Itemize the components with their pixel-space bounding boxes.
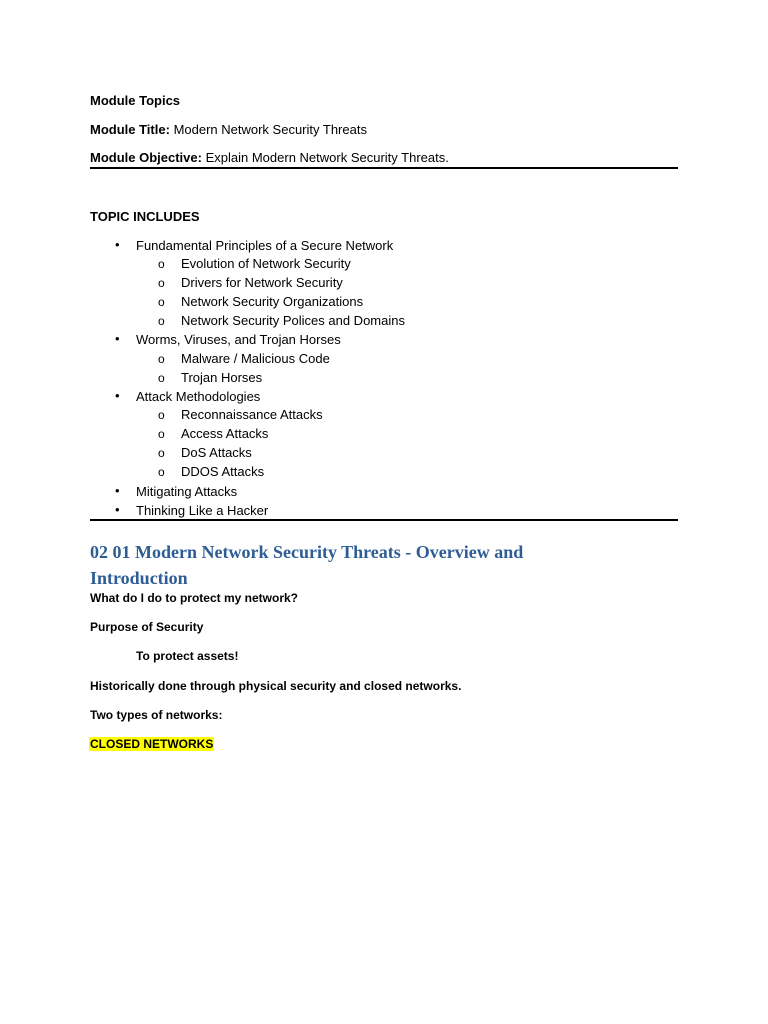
horizontal-rule-top [90,167,678,169]
bullet-icon: • [115,483,120,498]
topic-subitem: DDOS Attacks [181,464,265,479]
sub-bullet-icon: o [158,257,165,271]
topic-subitem: Network Security Organizations [181,294,364,309]
module-title-label: Module Title: [90,122,170,137]
module-objective-line [90,150,449,165]
section-heading: 02 01 Modern Network Security Threats - Overview and Introduction [90,542,524,588]
history-text: Historically done through physical security and closed networks. [90,679,462,693]
topic-item: Fundamental Principles of a Secure Network [136,238,394,253]
topic-subitem: Trojan Horses [181,370,263,385]
bullet-icon: • [115,388,120,403]
sub-bullet-icon: o [158,314,165,328]
topic-item: Mitigating Attacks [136,484,238,499]
bullet-icon: • [115,331,120,346]
closed-networks-heading [89,737,214,751]
module-title-line [90,122,367,137]
bullet-icon: • [115,502,120,517]
module-title-value: Modern Network Security Threats [173,122,367,137]
topic-item: Worms, Viruses, and Trojan Horses [136,332,341,347]
bullet-icon: • [115,237,120,252]
sub-bullet-icon: o [158,446,165,460]
sub-bullet-icon: o [158,427,165,441]
sub-bullet-icon: o [158,352,165,366]
module-objective-value: Explain Modern Network Security Threats. [205,150,449,165]
question-text: What do I do to protect my network? [90,591,298,605]
sub-bullet-icon: o [158,408,165,422]
sub-bullet-icon: o [158,465,165,479]
topic-subitem: Malware / Malicious Code [181,351,330,366]
topic-includes-heading: TOPIC INCLUDES [90,209,200,224]
horizontal-rule-bottom [90,519,678,521]
sub-bullet-icon: o [158,276,165,290]
types-label: Two types of networks: [90,708,223,722]
topic-subitem: Evolution of Network Security [181,256,351,271]
sub-bullet-icon: o [158,295,165,309]
purpose-value: To protect assets! [136,649,239,663]
topic-subitem: Access Attacks [181,426,269,441]
topic-subitem: Drivers for Network Security [181,275,343,290]
topic-subitem: Network Security Polices and Domains [181,313,405,328]
purpose-label: Purpose of Security [90,620,204,634]
sub-bullet-icon: o [158,371,165,385]
module-objective-label: Module Objective: [90,150,202,165]
closed-networks-highlight: CLOSED NETWORKS [90,737,214,751]
topic-item: Attack Methodologies [136,389,261,404]
topic-subitem: DoS Attacks [181,445,252,460]
topic-subitem: Reconnaissance Attacks [181,407,323,422]
module-topics-label: Module Topics [90,93,181,108]
topic-item: Thinking Like a Hacker [136,503,269,518]
